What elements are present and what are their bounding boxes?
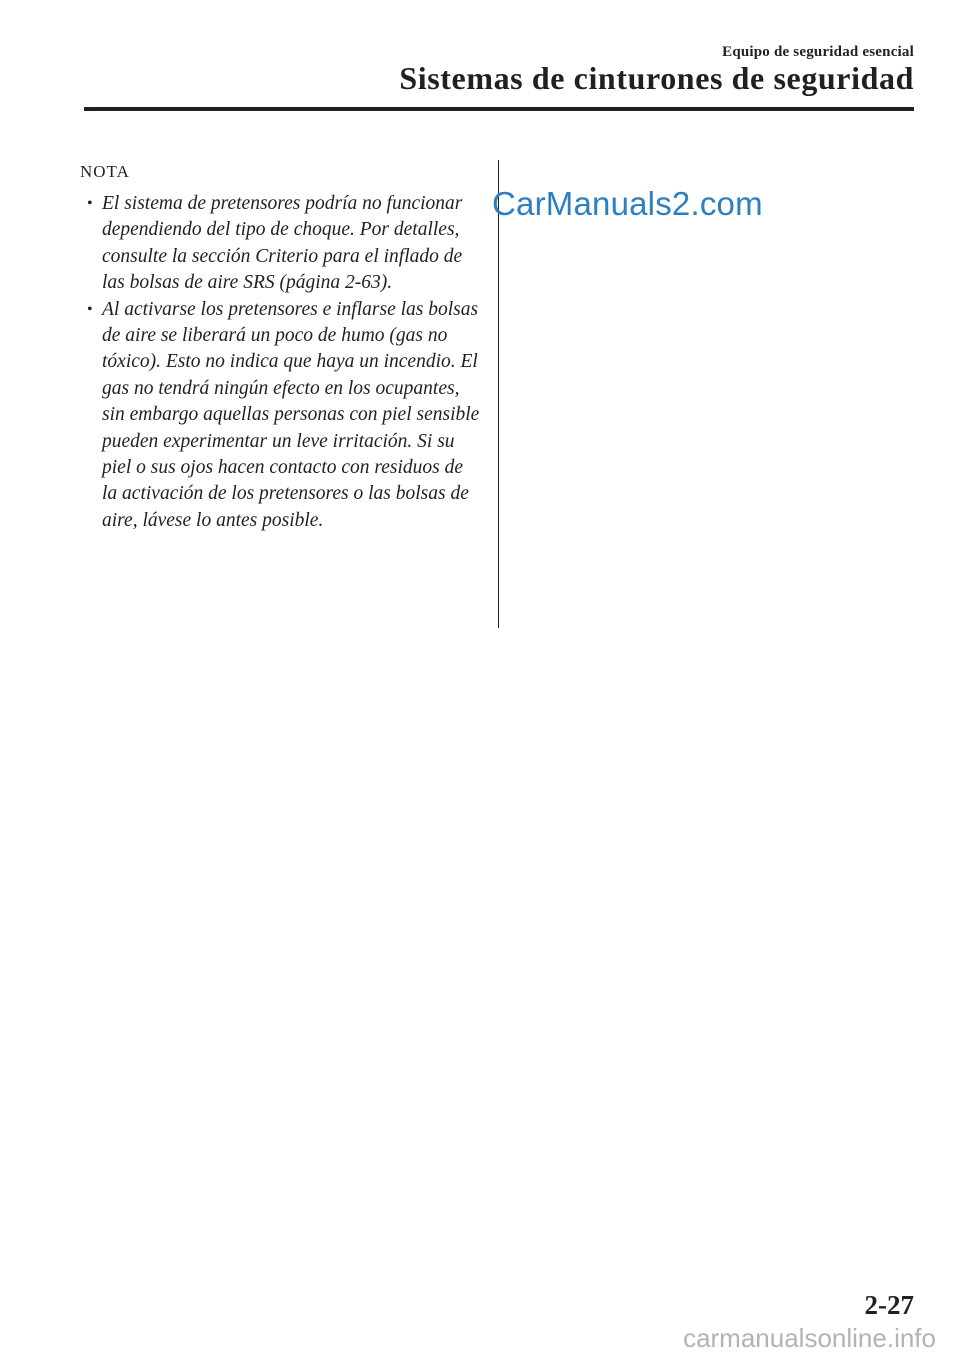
note-item-text: El sistema de pretensores podría no funcionar dependiendo del tipo de choque. Por detalles, consulte la sección Criterio para el inflado de las bolsas de aire SRS (página 2-63). <box>102 193 463 294</box>
column-divider <box>498 160 499 628</box>
chapter-title: Sistemas de cinturones de seguridad <box>399 60 914 96</box>
page-number: 2-27 <box>864 1290 914 1320</box>
note-heading: NOTA <box>80 162 130 181</box>
bullet-icon: • <box>87 195 93 212</box>
note-block <box>80 162 480 534</box>
bullet-icon: • <box>87 300 93 318</box>
note-item <box>80 297 480 535</box>
header-rule <box>84 107 914 111</box>
section-label: Equipo de seguridad esencial <box>722 44 914 60</box>
note-item-text: Al activarse los pretensores e inflarse las bolsas de aire se liberará un poco de humo (gas no tóxico). Esto no indica que haya un incendio. El gas no tendrá ningún efecto en los ocupantes, sin embargo aquellas personas con piel sensible pueden experimentar un leve irritación. Si su piel o sus ojos hacen contacto con residuos de la activación de los pretensores o las bolsas de aire, lávese lo antes posible. <box>102 298 480 531</box>
watermark-bottom: carmanualsonline.info <box>683 1323 936 1353</box>
note-item <box>80 191 480 297</box>
watermark-top: CarManuals2.com <box>492 185 763 222</box>
